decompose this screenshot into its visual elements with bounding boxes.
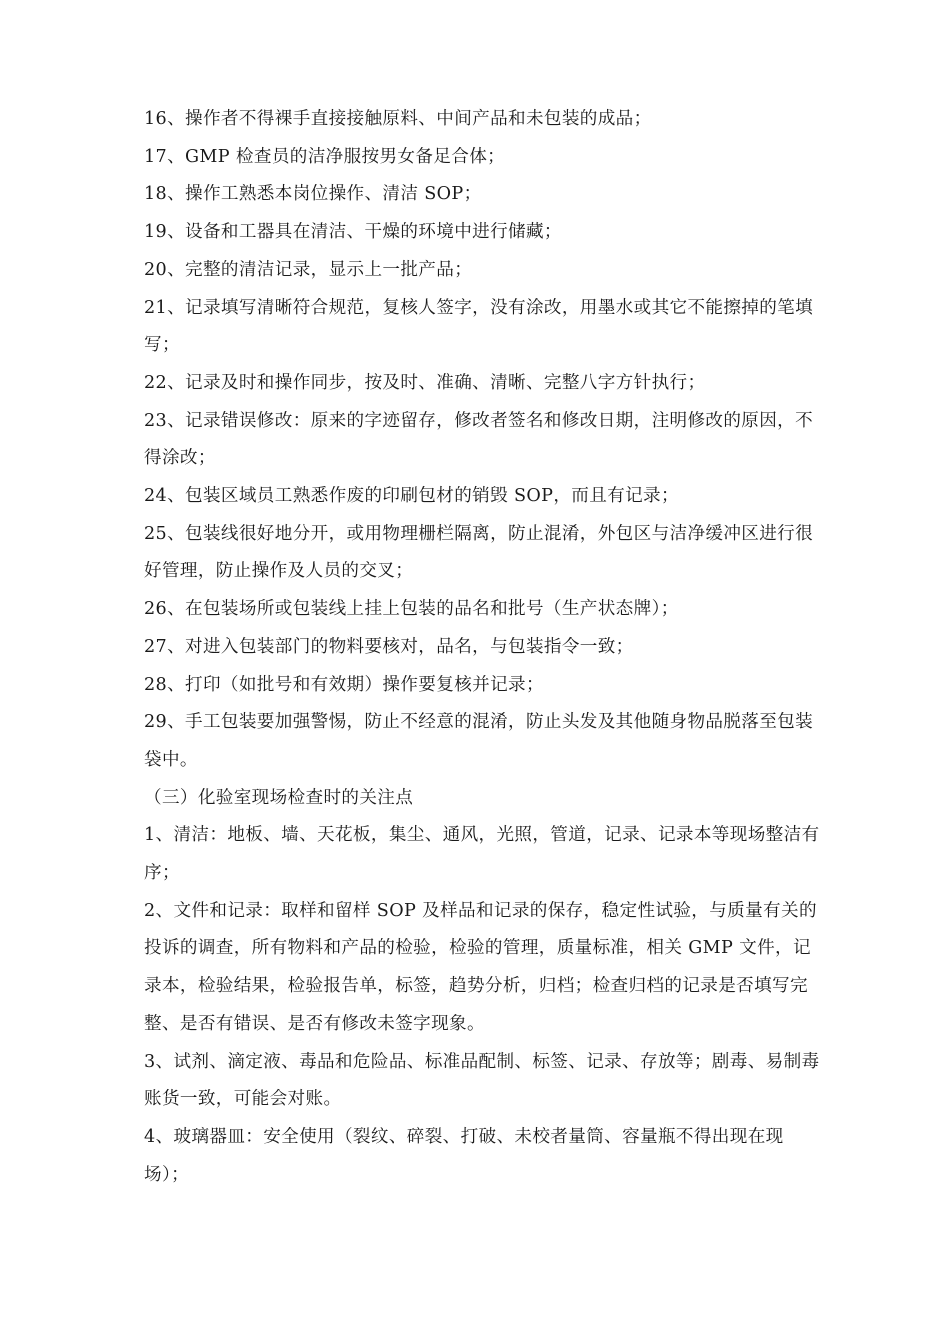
document-body — [144, 101, 820, 1194]
lab-item-4: 4、玻璃器皿：安全使用（裂纹、碎裂、打破、未校者量筒、容量瓶不得出现在现场）； — [144, 1126, 784, 1185]
paragraph-17: 17、GMP 检查员的洁净服按男女备足合体； — [144, 146, 506, 167]
paragraph-19: 19、设备和工器具在清洁、干燥的环境中进行储藏； — [144, 222, 562, 243]
paragraph-23: 23、记录错误修改：原来的字迹留存，修改者签名和修改日期，注明修改的原因，不得涂改； — [144, 410, 814, 469]
lab-item-2: 2、文件和记录：取样和留样 SOP 及样品和记录的保存，稳定性试验，与质量有关的投诉的调查，所有物料和产品的检验，检验的管理，质量标准，相关 GMP 文件，记录本，检验结果，检验报告单，标签，趋势分析，归档；检查归档的记录是否填写完整、是否有错误、是否有修改未签字现象。 — [144, 900, 817, 1034]
paragraph-20: 20、完整的清洁记录，显示上一批产品； — [144, 259, 473, 280]
paragraph-21: 21、记录填写清晰符合规范，复核人签字，没有涂改，用墨水或其它不能擦掉的笔填写； — [144, 297, 814, 356]
paragraph-16: 16、操作者不得裸手直接接触原料、中间产品和未包装的成品； — [144, 109, 652, 129]
paragraph-22: 22、记录及时和操作同步，按及时、准确、清晰、完整八字方针执行； — [144, 372, 706, 393]
paragraph-29: 29、手工包装要加强警惕，防止不经意的混淆，防止头发及其他随身物品脱落至包装袋中。 — [144, 712, 814, 770]
paragraph-28: 28、打印（如批号和有效期）操作要复核并记录； — [144, 674, 544, 695]
section-heading-lab: （三）化验室现场检查时的关注点 — [144, 787, 414, 808]
lab-item-1: 1、清洁：地板、墙、天花板，集尘、通风，光照，管道，记录、记录本等现场整洁有序； — [144, 825, 820, 884]
paragraph-24: 24、包装区域员工熟悉作废的印刷包材的销毁 SOP，而且有记录； — [144, 486, 679, 507]
paragraph-27: 27、对进入包装部门的物料要核对，品名，与包装指令一致； — [144, 636, 634, 657]
paragraph-18: 18、操作工熟悉本岗位操作、清洁 SOP； — [144, 184, 482, 205]
paragraph-25: 25、包装线很好地分开，或用物理栅栏隔离，防止混淆，外包区与洁净缓冲区进行很好管理，防止操作及人员的交叉； — [144, 523, 814, 582]
lab-item-3: 3、试剂、滴定液、毒品和危险品、标准品配制、标签、记录、存放等；剧毒、易制毒账货一致，可能会对账。 — [144, 1051, 820, 1110]
paragraph-26: 26、在包装场所或包装线上挂上包装的品名和批号（生产状态牌）； — [144, 599, 679, 620]
